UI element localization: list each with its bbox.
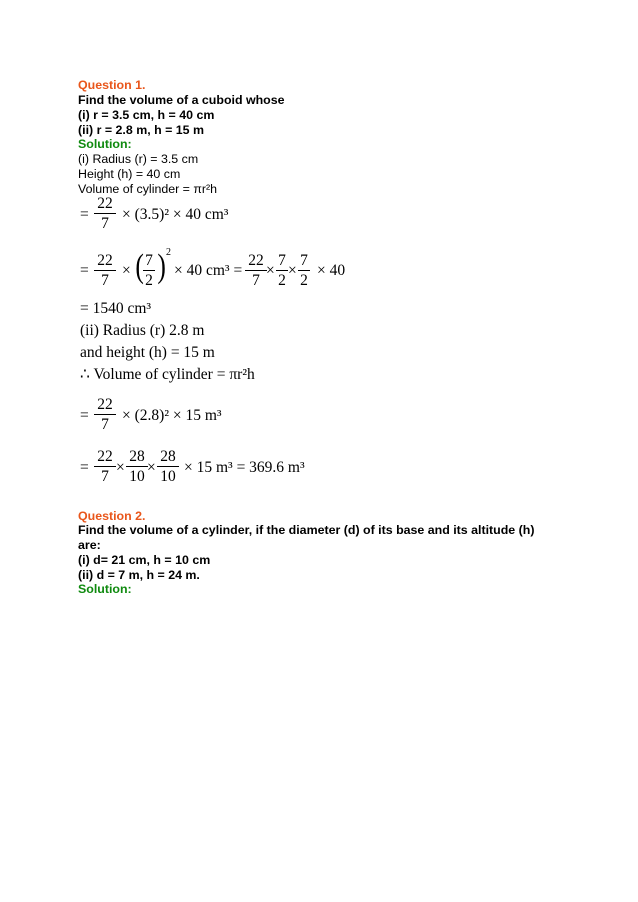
- math-height-ii: and height (h) = 15 m: [80, 344, 215, 361]
- denominator: 10: [160, 468, 176, 485]
- fraction-bar: [94, 213, 116, 214]
- math-times: ×: [122, 262, 131, 279]
- fraction-bar: [94, 270, 116, 271]
- fraction-bar: [245, 270, 267, 271]
- question-1-title: Question 1.: [78, 78, 146, 92]
- math-times: ×: [288, 262, 297, 279]
- question-1-part-i: (i) r = 3.5 cm, h = 40 cm: [78, 108, 215, 122]
- math-equals: =: [80, 459, 89, 476]
- numerator: 7: [278, 252, 286, 269]
- numerator: 28: [129, 448, 145, 465]
- solution-2-label: Solution:: [78, 582, 132, 596]
- numerator: 22: [248, 252, 264, 269]
- right-paren: ): [157, 248, 166, 285]
- math-equals: =: [80, 262, 89, 279]
- math-equals: =: [80, 407, 89, 424]
- fraction-22-over-7: [245, 252, 267, 289]
- fraction-bar: [126, 466, 148, 467]
- denominator: 2: [278, 272, 286, 289]
- fraction-bar: [94, 414, 116, 415]
- denominator: 2: [300, 272, 308, 289]
- denominator: 7: [101, 272, 109, 289]
- fraction-7-over-2: [298, 252, 310, 289]
- fraction-bar: [143, 270, 155, 271]
- fraction-bar: [94, 466, 116, 467]
- fraction-7-over-2: [276, 252, 288, 289]
- denominator: 7: [101, 215, 109, 232]
- solution-1-label: Solution:: [78, 137, 132, 151]
- math-result-369-6: × 15 m³ = 369.6 m³: [184, 459, 305, 476]
- question-2-part-i: (i) d= 21 cm, h = 10 cm: [78, 553, 211, 567]
- math-volume-formula: ∴ Volume of cylinder = πr²h: [80, 366, 255, 383]
- math-equals: =: [80, 206, 89, 223]
- denominator: 7: [101, 468, 109, 485]
- math-times: ×: [147, 459, 156, 476]
- fraction-28-over-10: [126, 448, 148, 485]
- question-2-part-ii: (ii) d = 7 m, h = 24 m.: [78, 568, 200, 582]
- numerator: 28: [160, 448, 176, 465]
- denominator: 2: [145, 272, 153, 289]
- math-times: ×: [266, 262, 275, 279]
- question-2-title: Question 2.: [78, 509, 146, 523]
- question-2-prompt-cont: are:: [78, 538, 101, 552]
- question-1-prompt: Find the volume of a cuboid whose: [78, 93, 285, 107]
- fraction-22-over-7: [94, 396, 116, 433]
- fraction-bar: [157, 466, 179, 467]
- math-expression-middle: × 40 cm³ =: [174, 262, 243, 279]
- solution-line-radius: (i) Radius (r) = 3.5 cm: [78, 152, 199, 166]
- numerator: 7: [145, 252, 153, 269]
- fraction-22-over-7: [94, 252, 116, 289]
- exponent-2: 2: [166, 247, 171, 258]
- fraction-bar: [298, 270, 310, 271]
- numerator: 22: [97, 396, 113, 413]
- fraction-28-over-10: [157, 448, 179, 485]
- left-paren: (: [135, 248, 144, 285]
- fraction-bar: [276, 270, 288, 271]
- fraction-22-over-7: [94, 195, 116, 232]
- denominator: 7: [101, 416, 109, 433]
- numerator: 7: [300, 252, 308, 269]
- math-result-1540: = 1540 cm³: [80, 300, 152, 317]
- math-expression-tail: × (3.5)² × 40 cm³: [122, 206, 229, 223]
- question-2-prompt: Find the volume of a cylinder, if the diameter (d) of its base and its altitude (h): [78, 523, 535, 537]
- numerator: 22: [97, 252, 113, 269]
- denominator: 10: [129, 468, 145, 485]
- denominator: 7: [252, 272, 260, 289]
- solution-line-formula: Volume of cylinder = πr²h: [78, 182, 218, 196]
- math-expression-tail: × 40: [317, 262, 346, 279]
- math-radius-ii: (ii) Radius (r) 2.8 m: [80, 322, 205, 339]
- math-expression-tail: × (2.8)² × 15 m³: [122, 407, 222, 424]
- fraction-22-over-7: [94, 448, 116, 485]
- question-1-part-ii: (ii) r = 2.8 m, h = 15 m: [78, 123, 205, 137]
- fraction-7-over-2: [143, 252, 155, 289]
- numerator: 22: [97, 448, 113, 465]
- solution-line-height: Height (h) = 40 cm: [78, 167, 181, 181]
- math-times: ×: [116, 459, 125, 476]
- numerator: 22: [97, 195, 113, 212]
